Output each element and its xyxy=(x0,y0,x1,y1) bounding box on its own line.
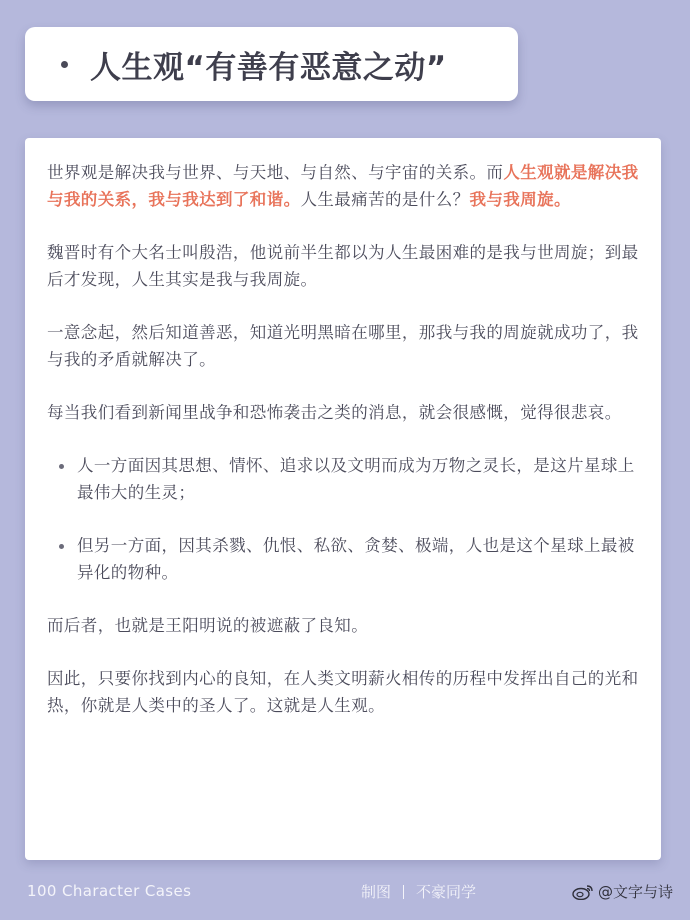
paragraph-4: 每当我们看到新闻里战争和恐怖袭击之类的消息，就会很感慨，觉得很悲哀。 xyxy=(47,403,622,422)
footer-credit-label: 制图 xyxy=(361,883,392,901)
weibo-icon xyxy=(572,884,594,900)
paragraph-6: 因此，只要你找到内心的良知，在人类文明薪火相传的历程中发挥出自己的光和热，你就是人类中的圣人了。这就是人生观。 xyxy=(47,669,639,715)
footer-watermark xyxy=(572,881,673,902)
paragraph-3: 一意念起，然后知道善恶，知道光明黑暗在哪里，那我与我的周旋就成功了，我与我的矛盾就解决了。 xyxy=(47,323,639,369)
paragraph-1 xyxy=(47,159,639,213)
title-bullet-icon xyxy=(61,61,68,68)
bullet-item-2: 但另一方面，因其杀戮、仇恨、私欲、贪婪、极端，人也是这个星球上最被异化的物种。 xyxy=(47,532,639,586)
paragraph-2: 魏晋时有个大名士叫殷浩，他说前半生都以为人生最困难的是我与世周旋；到最后才发现，人生其实是我与我周旋。 xyxy=(47,243,639,289)
content-card xyxy=(25,138,661,860)
paragraph-1-highlight-d: 我与我周旋。 xyxy=(469,190,571,209)
footer-divider xyxy=(403,885,404,899)
page-title: 人生观“有善有恶意之动” xyxy=(90,49,447,86)
footer-credit-name: 不豪同学 xyxy=(416,883,477,901)
footer-credit xyxy=(361,881,476,902)
footer-watermark-text: @文字与诗 xyxy=(598,883,674,901)
footer-series: 100 Character Cases xyxy=(27,882,192,900)
paragraph-1-text-c: 人生最痛苦的是什么？ xyxy=(300,190,470,209)
paragraph-1-highlight-b: 人生观就是解决我与我的关系，我与我达到了和谐。 xyxy=(47,163,639,209)
bullet-item-1: 人一方面因其思想、情怀、追求以及文明而成为万物之灵长，是这片星球上最伟大的生灵； xyxy=(47,452,639,506)
title-card xyxy=(25,27,518,101)
paragraph-5: 而后者，也就是王阳明说的被遮蔽了良知。 xyxy=(47,616,369,635)
paragraph-1-text-a: 世界观是解决我与世界、与天地、与自然、与宇宙的关系。而 xyxy=(47,163,504,182)
